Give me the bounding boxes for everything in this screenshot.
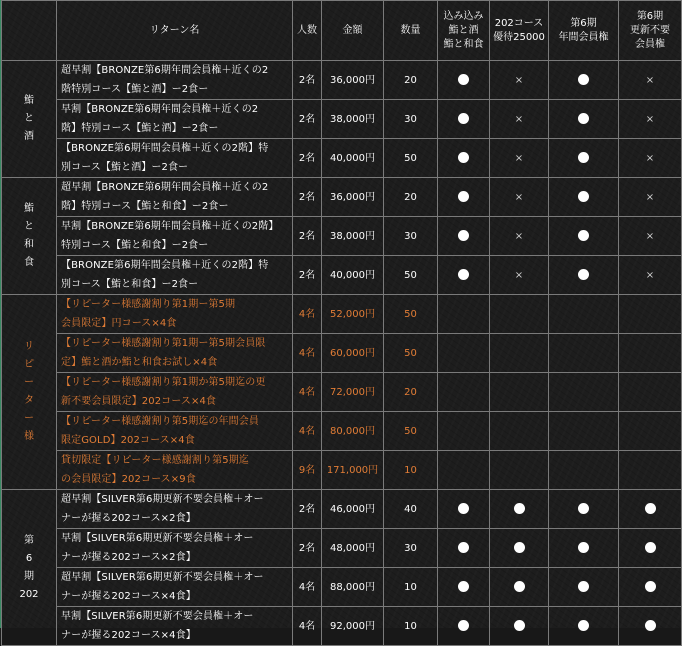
group-label-char: リ	[24, 341, 34, 352]
people-cell: 4名	[293, 568, 322, 607]
return-name-line: 階特別コース【鮨と酒】ー2食ー	[61, 84, 209, 95]
included-dot-icon	[578, 74, 589, 85]
benefit-cell-c1	[438, 139, 490, 178]
header-row	[2, 1, 682, 61]
return-name-line: 新不要会員限定】202コース×4食	[61, 396, 217, 407]
amount-cell: 52,000円	[322, 295, 384, 334]
benefit-cell-c3	[549, 178, 619, 217]
amount-cell: 36,000円	[322, 178, 384, 217]
benefit-cell-c4	[619, 490, 682, 529]
people-cell: 4名	[293, 607, 322, 646]
return-name-cell	[57, 451, 293, 490]
quantity-cell: 30	[384, 100, 438, 139]
benefit-cell-c3	[549, 100, 619, 139]
not-included-cross-icon: ×	[645, 74, 655, 86]
benefit-cell-c1	[438, 334, 490, 373]
table-row	[2, 412, 682, 451]
benefit-cell-c2	[490, 256, 549, 295]
people-cell: 9名	[293, 451, 322, 490]
header-202-course	[490, 1, 549, 61]
group-label-char: 鮨	[24, 95, 34, 106]
not-included-cross-icon: ×	[514, 152, 524, 164]
return-name-line: 会員限定】円コース×4食	[61, 318, 177, 329]
included-dot-icon	[578, 191, 589, 202]
group-label-cell	[2, 61, 57, 178]
group-label	[2, 200, 56, 272]
header-c4-line2: 更新不要	[630, 24, 670, 36]
benefit-cell-c3	[549, 61, 619, 100]
return-name-line: ナーが握る202コース×2食】	[61, 552, 196, 563]
included-dot-icon	[458, 152, 469, 163]
benefit-cell-c4	[619, 373, 682, 412]
benefit-cell-c1	[438, 295, 490, 334]
quantity-cell: 50	[384, 295, 438, 334]
included-dot-icon	[458, 113, 469, 124]
amount-cell: 38,000円	[322, 217, 384, 256]
included-dot-icon	[458, 542, 469, 553]
quantity-cell: 10	[384, 568, 438, 607]
benefit-cell-c1	[438, 568, 490, 607]
amount-cell: 40,000円	[322, 256, 384, 295]
quantity-cell: 50	[384, 256, 438, 295]
quantity-cell: 50	[384, 139, 438, 178]
people-cell: 4名	[293, 295, 322, 334]
amount-cell: 36,000円	[322, 61, 384, 100]
header-group	[2, 1, 57, 61]
group-label-cell	[2, 490, 57, 646]
return-name-cell	[57, 139, 293, 178]
not-included-cross-icon: ×	[645, 191, 655, 203]
included-dot-icon	[645, 581, 656, 592]
amount-cell: 72,000円	[322, 373, 384, 412]
group-label-char: 6	[25, 552, 33, 564]
benefit-cell-c3	[549, 373, 619, 412]
header-c2-line1: 202コース	[494, 17, 544, 29]
included-dot-icon	[578, 152, 589, 163]
return-name-line: 【リピーター様感謝割り第1期ー第5期	[61, 299, 236, 310]
people-cell: 2名	[293, 217, 322, 256]
group-label-char: 食	[24, 257, 34, 268]
return-name-line: 貸切限定【リピーター様感謝割り第5期迄	[61, 455, 249, 466]
included-dot-icon	[578, 230, 589, 241]
table-row	[2, 490, 682, 529]
quantity-cell: 20	[384, 373, 438, 412]
people-cell: 2名	[293, 61, 322, 100]
not-included-cross-icon: ×	[514, 191, 524, 203]
return-name-line: 早割【BRONZE第6期年間会員権＋近くの2	[61, 104, 259, 115]
benefit-cell-c2	[490, 373, 549, 412]
benefit-cell-c3	[549, 295, 619, 334]
return-name-cell	[57, 61, 293, 100]
return-name-line: 別コース【鮨と和食】ー2食ー	[61, 279, 199, 290]
included-dot-icon	[514, 581, 525, 592]
people-cell: 2名	[293, 256, 322, 295]
header-c2-line2: 優待25000	[493, 31, 545, 43]
benefit-cell-c1	[438, 178, 490, 217]
table-row	[2, 178, 682, 217]
benefit-cell-c4	[619, 412, 682, 451]
included-dot-icon	[645, 503, 656, 514]
return-name-cell	[57, 178, 293, 217]
benefit-cell-c3	[549, 607, 619, 646]
amount-cell: 40,000円	[322, 139, 384, 178]
group-label	[2, 92, 56, 146]
return-name-cell	[57, 334, 293, 373]
return-name-line: 【リピーター様感謝割り第1期か第5期迄の更	[61, 377, 266, 388]
return-name-line: ナーが握る202コース×4食】	[61, 630, 196, 641]
quantity-cell: 10	[384, 607, 438, 646]
amount-cell: 171,000円	[322, 451, 384, 490]
group-label-char: タ	[24, 395, 34, 406]
group-label-char: ー	[24, 377, 34, 388]
group-label-char: ピ	[24, 359, 34, 370]
return-name-line: ナーが握る202コース×2食】	[61, 513, 196, 524]
group-label-char: 様	[24, 431, 34, 442]
return-name-line: 【BRONZE第6期年間会員権＋近くの2階】特	[61, 143, 269, 154]
group-label	[2, 338, 56, 446]
group-label-char: 第	[24, 534, 34, 546]
benefit-cell-c1	[438, 607, 490, 646]
included-dot-icon	[578, 542, 589, 553]
amount-cell: 80,000円	[322, 412, 384, 451]
return-name-cell	[57, 295, 293, 334]
people-cell: 4名	[293, 334, 322, 373]
table-row	[2, 256, 682, 295]
quantity-cell: 40	[384, 490, 438, 529]
people-cell: 4名	[293, 412, 322, 451]
people-cell: 2名	[293, 139, 322, 178]
benefit-cell-c1	[438, 217, 490, 256]
table-row	[2, 61, 682, 100]
benefit-cell-c2	[490, 568, 549, 607]
included-dot-icon	[514, 620, 525, 631]
quantity-cell: 50	[384, 334, 438, 373]
table-row	[2, 139, 682, 178]
return-name-cell	[57, 490, 293, 529]
amount-cell: 48,000円	[322, 529, 384, 568]
group-label-char: ー	[24, 413, 34, 424]
benefit-cell-c2	[490, 529, 549, 568]
table-row	[2, 100, 682, 139]
benefit-cell-c3	[549, 412, 619, 451]
group-label-char: 期	[24, 570, 34, 582]
benefit-cell-c2	[490, 451, 549, 490]
quantity-cell: 50	[384, 412, 438, 451]
benefit-cell-c2	[490, 490, 549, 529]
amount-cell: 88,000円	[322, 568, 384, 607]
header-c1-line1: 込み込み	[443, 10, 484, 22]
included-dot-icon	[458, 503, 469, 514]
included-dot-icon	[458, 230, 469, 241]
group-label-char: と	[24, 113, 34, 124]
quantity-cell: 20	[384, 61, 438, 100]
header-c1-line2: 鮨と酒	[448, 24, 479, 36]
benefit-cell-c3	[549, 568, 619, 607]
header-quantity: 数量	[384, 1, 438, 61]
return-name-line: 別コース【鮨と酒】ー2食ー	[61, 162, 189, 173]
not-included-cross-icon: ×	[514, 230, 524, 242]
return-name-line: 階】特別コース【鮨と酒】ー2食ー	[61, 123, 219, 134]
return-name-line: 超早割【BRONZE第6期年間会員権＋近くの2	[61, 182, 269, 193]
table-row	[2, 607, 682, 646]
return-name-cell	[57, 256, 293, 295]
included-dot-icon	[514, 542, 525, 553]
benefit-cell-c2	[490, 178, 549, 217]
return-name-cell	[57, 373, 293, 412]
benefit-cell-c1	[438, 529, 490, 568]
return-name-line: 限定GOLD】202コース×4食	[61, 435, 195, 446]
people-cell: 2名	[293, 178, 322, 217]
group-label-char: と	[24, 221, 34, 232]
included-dot-icon	[458, 269, 469, 280]
header-amount: 金額	[322, 1, 384, 61]
returns-table	[1, 0, 682, 646]
benefit-cell-c1	[438, 61, 490, 100]
included-dot-icon	[645, 620, 656, 631]
table-row	[2, 295, 682, 334]
table-row	[2, 451, 682, 490]
quantity-cell: 30	[384, 217, 438, 256]
benefit-cell-c4	[619, 100, 682, 139]
return-name-line: 【リピーター様感謝割り第5期迄の年間会員	[61, 416, 259, 427]
return-name-line: 特別コース【鮨と和食】ー2食ー	[61, 240, 209, 251]
not-included-cross-icon: ×	[645, 230, 655, 242]
amount-cell: 46,000円	[322, 490, 384, 529]
benefit-cell-c4	[619, 295, 682, 334]
return-name-line: 早割【BRONZE第6期年間会員権＋近くの2階】	[61, 221, 279, 232]
header-people: 人数	[293, 1, 322, 61]
return-name-line: 早割【SILVER第6期更新不要会員権＋オー	[61, 533, 254, 544]
included-dot-icon	[458, 581, 469, 592]
header-c3-line2: 年間会員権	[558, 31, 609, 43]
header-annual-membership	[549, 1, 619, 61]
benefit-cell-c2	[490, 139, 549, 178]
included-dot-icon	[578, 620, 589, 631]
included-dot-icon	[578, 581, 589, 592]
group-label-char: 酒	[24, 131, 34, 142]
benefit-cell-c2	[490, 61, 549, 100]
header-no-renewal-membership	[619, 1, 682, 61]
not-included-cross-icon: ×	[645, 113, 655, 125]
benefit-cell-c2	[490, 100, 549, 139]
return-name-line: 階】特別コース【鮨と和食】ー2食ー	[61, 201, 229, 212]
benefit-cell-c3	[549, 256, 619, 295]
benefit-cell-c4	[619, 139, 682, 178]
benefit-cell-c4	[619, 178, 682, 217]
return-name-cell	[57, 529, 293, 568]
included-dot-icon	[458, 620, 469, 631]
group-label-cell	[2, 295, 57, 490]
quantity-cell: 20	[384, 178, 438, 217]
benefit-cell-c1	[438, 100, 490, 139]
benefit-cell-c2	[490, 607, 549, 646]
group-label	[2, 532, 56, 604]
return-name-line: 定】鮨と酒か鮨と和食お試し×4食	[61, 357, 218, 368]
benefit-cell-c1	[438, 451, 490, 490]
return-name-line: 超早割【SILVER第6期更新不要会員権＋オー	[61, 494, 264, 505]
benefit-cell-c3	[549, 451, 619, 490]
included-dot-icon	[578, 269, 589, 280]
benefit-cell-c4	[619, 568, 682, 607]
table-row	[2, 217, 682, 256]
return-name-line: 超早割【SILVER第6期更新不要会員権＋オー	[61, 572, 264, 583]
return-name-cell	[57, 217, 293, 256]
return-name-cell	[57, 607, 293, 646]
benefit-cell-c2	[490, 295, 549, 334]
people-cell: 2名	[293, 100, 322, 139]
table-row	[2, 373, 682, 412]
benefit-cell-c4	[619, 529, 682, 568]
not-included-cross-icon: ×	[645, 269, 655, 281]
benefit-cell-c2	[490, 412, 549, 451]
not-included-cross-icon: ×	[514, 74, 524, 86]
return-name-cell	[57, 412, 293, 451]
included-dot-icon	[458, 74, 469, 85]
benefit-cell-c3	[549, 529, 619, 568]
return-name-cell	[57, 100, 293, 139]
benefit-cell-c4	[619, 607, 682, 646]
benefit-cell-c2	[490, 217, 549, 256]
people-cell: 2名	[293, 490, 322, 529]
included-dot-icon	[645, 542, 656, 553]
benefit-cell-c1	[438, 256, 490, 295]
group-label-char: 和	[24, 239, 34, 250]
benefit-cell-c4	[619, 217, 682, 256]
header-c4-line3: 会員権	[635, 38, 665, 50]
header-c3-line1: 第6期	[570, 17, 597, 29]
table-body	[2, 61, 682, 646]
header-c1-line3: 鮨と和食	[443, 38, 484, 50]
group-label-cell	[2, 178, 57, 295]
benefit-cell-c4	[619, 334, 682, 373]
return-name-line: 早割【SILVER第6期更新不要会員権＋オー	[61, 611, 254, 622]
group-label-char: 202	[19, 588, 39, 600]
benefit-cell-c1	[438, 373, 490, 412]
amount-cell: 92,000円	[322, 607, 384, 646]
return-name-line: 超早割【BRONZE第6期年間会員権＋近くの2	[61, 65, 269, 76]
benefit-cell-c3	[549, 139, 619, 178]
quantity-cell: 30	[384, 529, 438, 568]
return-name-cell	[57, 568, 293, 607]
included-dot-icon	[578, 113, 589, 124]
people-cell: 4名	[293, 373, 322, 412]
header-c4-line1: 第6期	[636, 10, 664, 22]
table-row	[2, 529, 682, 568]
benefit-cell-c2	[490, 334, 549, 373]
table-row	[2, 568, 682, 607]
benefit-cell-c1	[438, 412, 490, 451]
header-all-inclusive	[438, 1, 490, 61]
included-dot-icon	[578, 503, 589, 514]
group-label-char: 鮨	[24, 203, 34, 214]
return-name-line: 【BRONZE第6期年間会員権＋近くの2階】特	[61, 260, 269, 271]
not-included-cross-icon: ×	[514, 113, 524, 125]
benefit-cell-c3	[549, 490, 619, 529]
benefit-cell-c1	[438, 490, 490, 529]
quantity-cell: 10	[384, 451, 438, 490]
benefit-cell-c3	[549, 334, 619, 373]
return-name-line: 【リピーター様感謝割り第1期ー第5期会員限	[61, 338, 266, 349]
not-included-cross-icon: ×	[645, 152, 655, 164]
benefit-cell-c3	[549, 217, 619, 256]
return-name-line: の会員限定】202コース×9食	[61, 474, 196, 485]
included-dot-icon	[514, 503, 525, 514]
included-dot-icon	[458, 191, 469, 202]
people-cell: 2名	[293, 529, 322, 568]
header-return-name: リターン名	[57, 1, 293, 61]
benefit-cell-c4	[619, 451, 682, 490]
amount-cell: 38,000円	[322, 100, 384, 139]
not-included-cross-icon: ×	[514, 269, 524, 281]
return-name-line: ナーが握る202コース×4食】	[61, 591, 196, 602]
amount-cell: 60,000円	[322, 334, 384, 373]
table-row	[2, 334, 682, 373]
benefit-cell-c4	[619, 256, 682, 295]
benefit-cell-c4	[619, 61, 682, 100]
